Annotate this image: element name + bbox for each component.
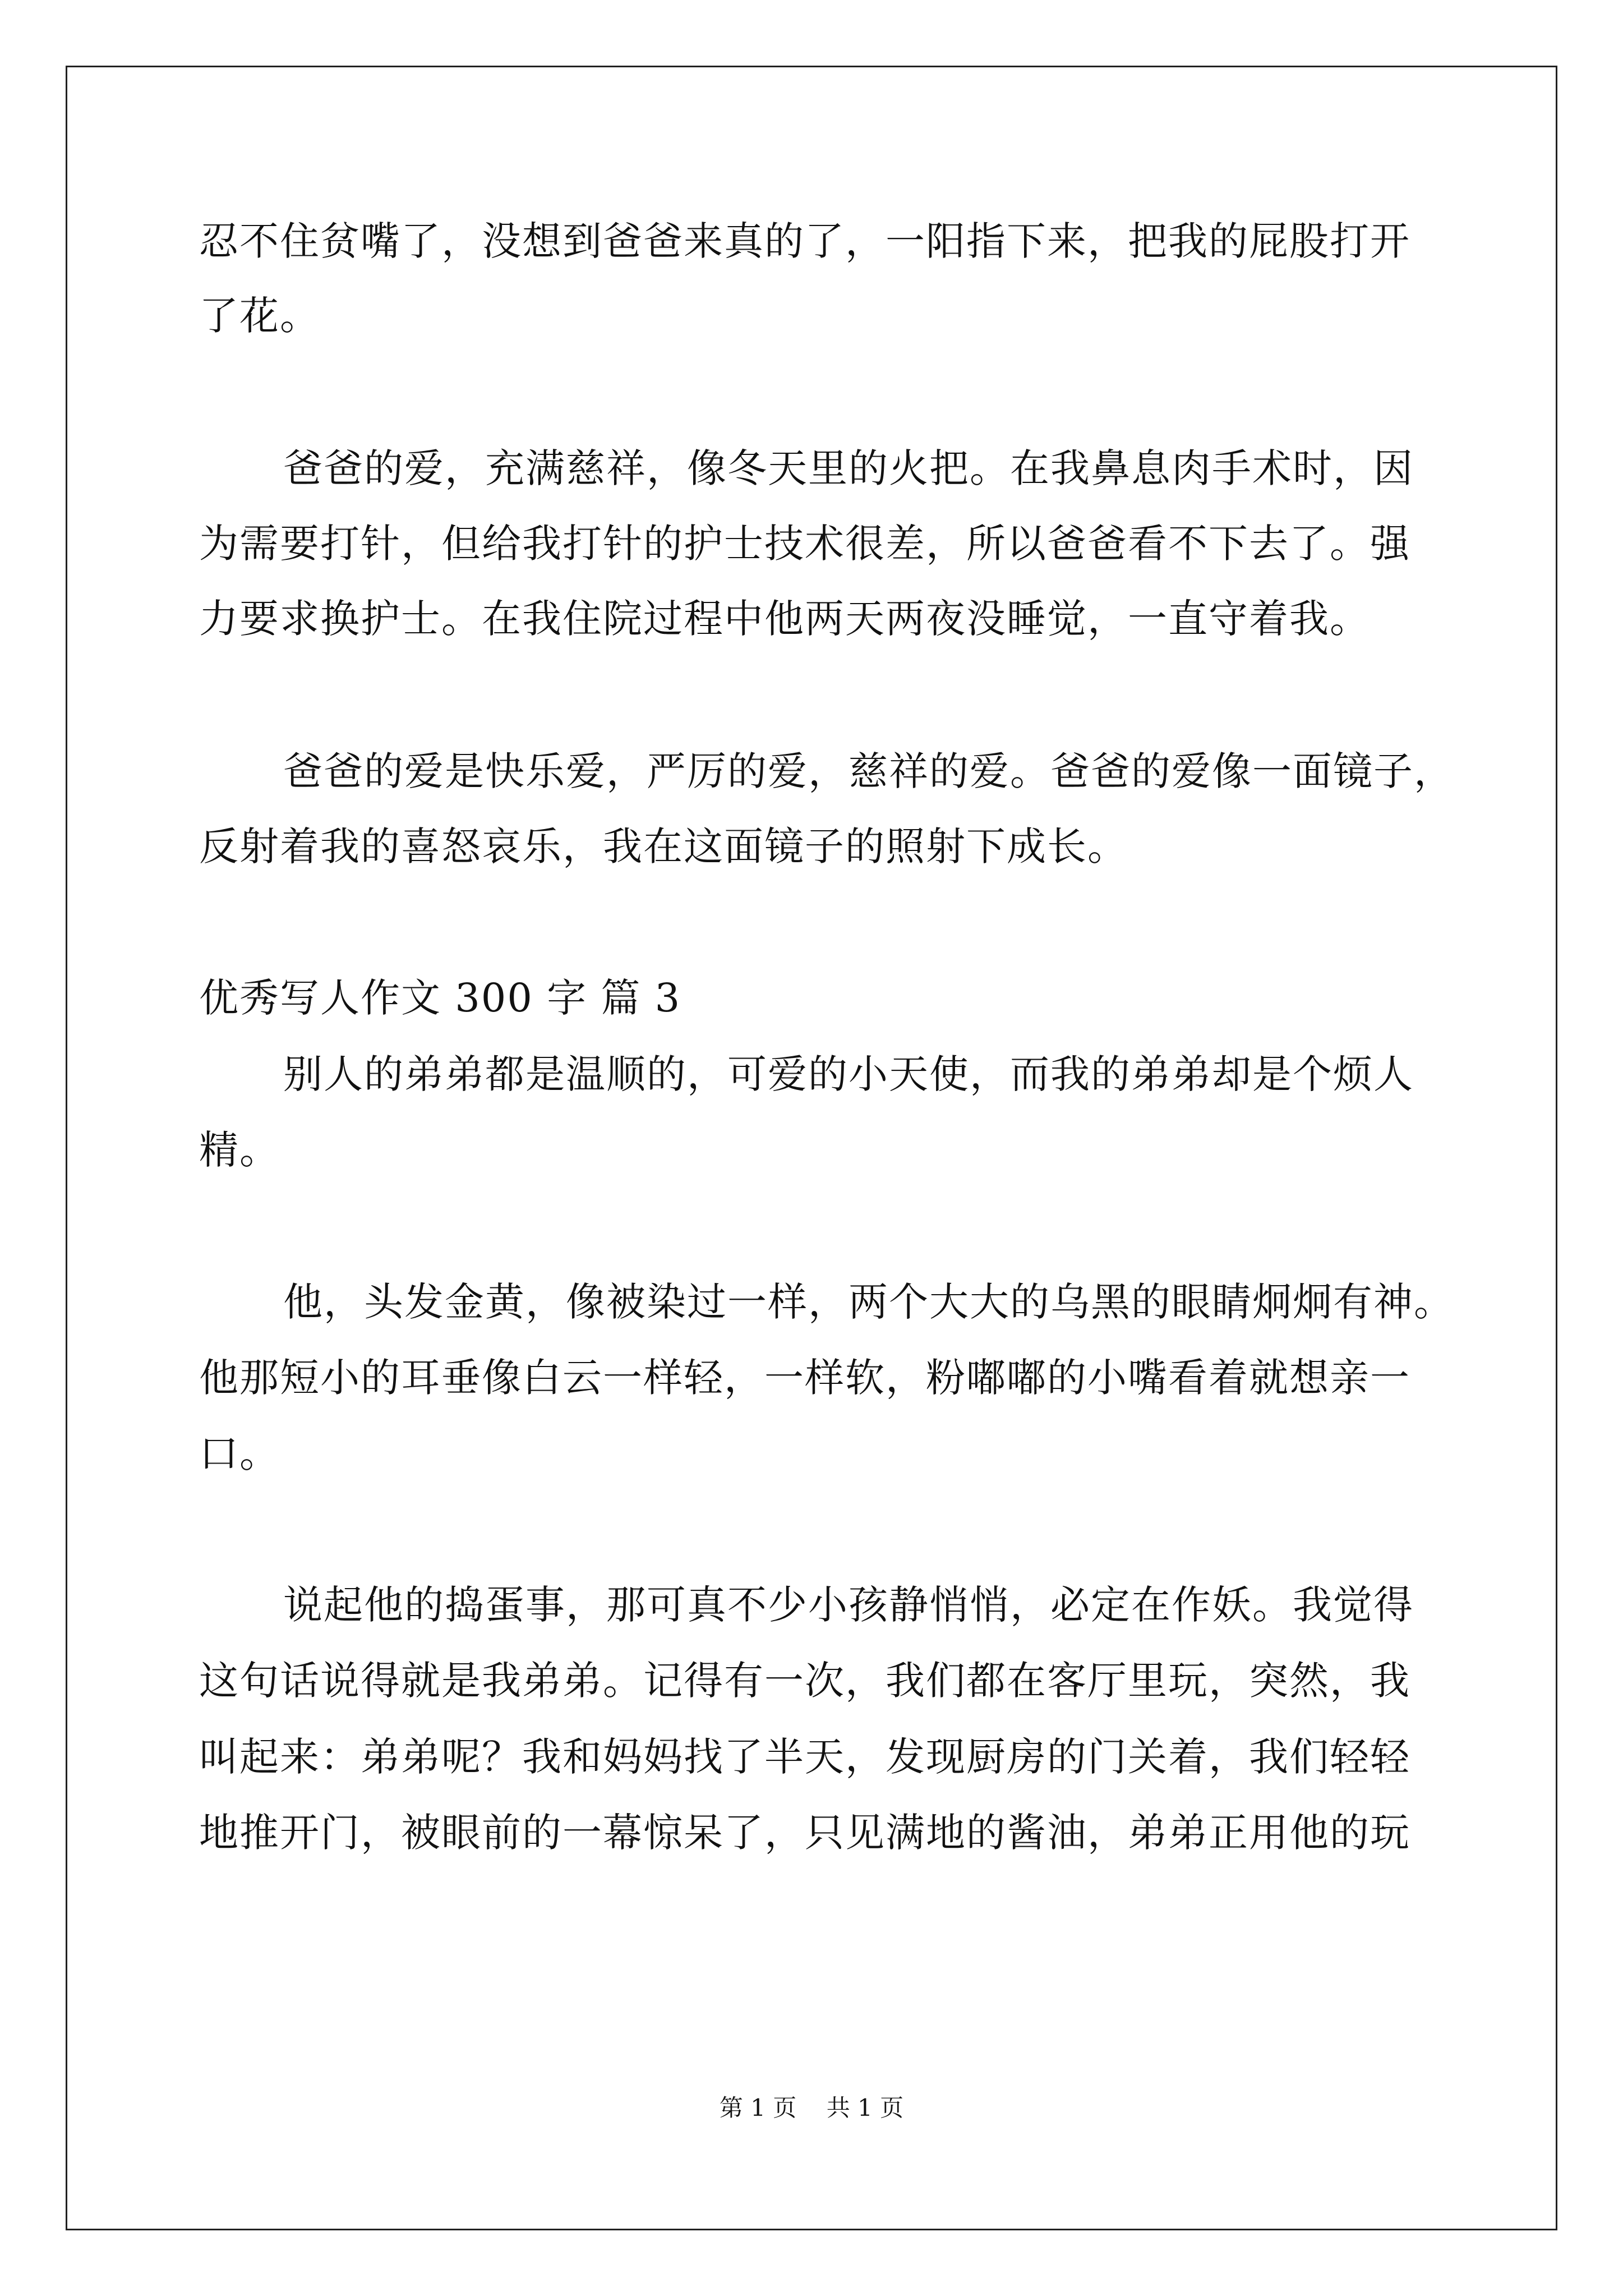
text-line: 叫起来：弟弟呢？我和妈妈找了半天，发现厨房的门关着，我们轻轻 bbox=[199, 1734, 1410, 1780]
text-line: 他，头发金黄，像被染过一样，两个大大的乌黑的眼睛炯炯有神。 bbox=[283, 1279, 1454, 1325]
text-line: 反射着我的喜怒哀乐，我在这面镜子的照射下成长。 bbox=[199, 823, 1128, 869]
text-line: 爸爸的爱是快乐爱，严厉的爱，慈祥的爱。爸爸的爱像一面镜子， bbox=[283, 748, 1454, 794]
text-line: 这句话说得就是我弟弟。记得有一次，我们都在客厅里玩，突然，我 bbox=[199, 1658, 1410, 1704]
text-line: 说起他的捣蛋事，那可真不少小孩静悄悄，必定在作妖。我觉得 bbox=[283, 1582, 1414, 1628]
text-line: 别人的弟弟都是温顺的，可爱的小天使，而我的弟弟却是个烦人 bbox=[283, 1051, 1414, 1097]
text-line: 口。 bbox=[199, 1430, 280, 1476]
text-line: 了花。 bbox=[199, 293, 320, 339]
text-line: 力要求换护士。在我住院过程中他两天两夜没睡觉，一直守着我。 bbox=[199, 596, 1370, 642]
text-line: 为需要打针，但给我打针的护士技术很差，所以爸爸看不下去了。强 bbox=[199, 521, 1410, 567]
text-line: 忍不住贫嘴了，没想到爸爸来真的了，一阳指下来，把我的屁股打开 bbox=[199, 218, 1410, 264]
section-heading: 优秀写人作文 300 字 篇 3 bbox=[199, 975, 681, 1021]
text-line: 精。 bbox=[199, 1127, 280, 1173]
page-number-footer: 第 1 页 共 1 页 bbox=[719, 2094, 904, 2122]
text-line: 地推开门，被眼前的一幕惊呆了，只见满地的酱油，弟弟正用他的玩 bbox=[199, 1810, 1410, 1856]
page-border bbox=[66, 66, 1557, 2230]
text-line: 他那短小的耳垂像白云一样轻，一样软，粉嘟嘟的小嘴看着就想亲一 bbox=[199, 1355, 1410, 1401]
text-line: 爸爸的爱，充满慈祥，像冬天里的火把。在我鼻息肉手术时，因 bbox=[283, 445, 1414, 491]
